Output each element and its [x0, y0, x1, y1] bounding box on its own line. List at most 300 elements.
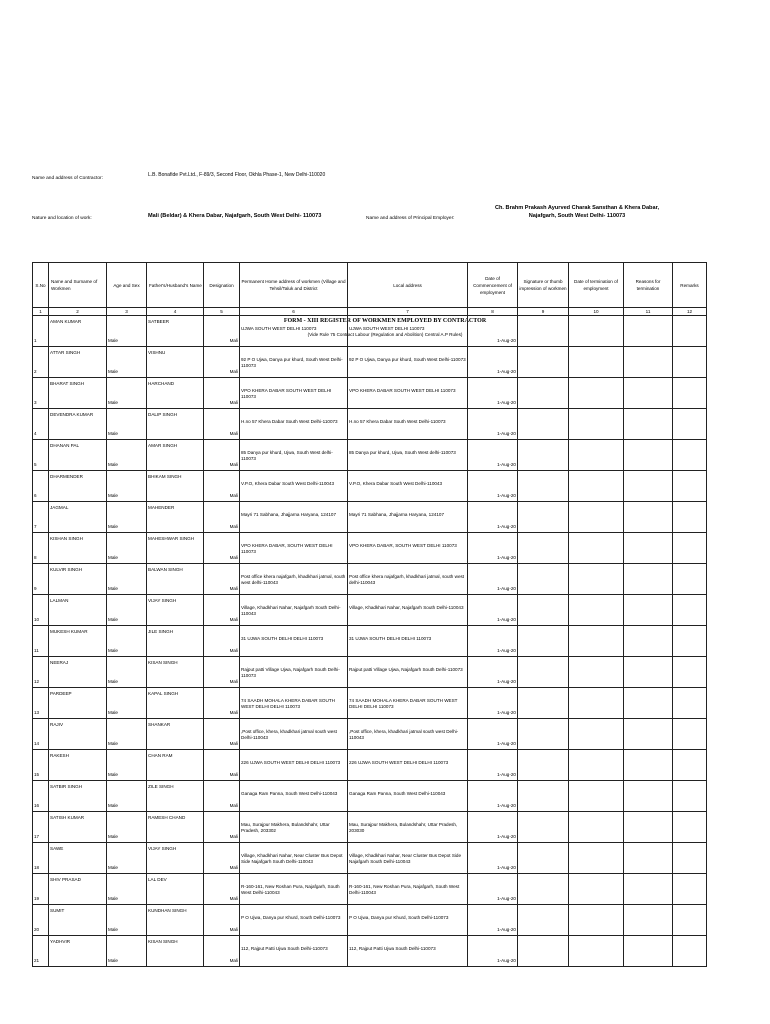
- sex: Male: [108, 772, 118, 777]
- sno: 1: [34, 338, 37, 343]
- remarks-cell: [673, 626, 707, 657]
- local-address-cell: [348, 688, 468, 719]
- name-cell: [49, 626, 107, 657]
- name-cell: [49, 905, 107, 936]
- permanent-address: R-160-161, New Roshan Pura, Najafgarh, South West Delhi-110043: [241, 884, 340, 895]
- termination-reason-cell: [624, 316, 673, 347]
- father-name: DALIP SINGH: [148, 412, 178, 417]
- father-cell: [147, 657, 204, 688]
- designation-cell: [204, 595, 240, 626]
- remarks-cell: [673, 874, 707, 905]
- designation: Mali: [229, 338, 238, 343]
- principal-employer-value: [470, 204, 684, 220]
- permanent-address-cell: [240, 688, 348, 719]
- commencement-date-cell: [468, 719, 518, 750]
- remarks-cell: [673, 471, 707, 502]
- principal-employer-line2: Najafgarh, South West Delhi- 110073: [528, 213, 626, 219]
- workman-name: DHANAN PAL: [50, 443, 80, 448]
- termination-date-cell: [569, 812, 624, 843]
- commencement-date: 1-Aug-20: [497, 679, 516, 684]
- local-address: 112, Rajput Patti Ujwa South Delhi-110073: [349, 946, 436, 951]
- local-address: P O Ujwa, Danya pur Khurd, South Delhi-110073: [349, 915, 449, 920]
- commencement-date: 1-Aug-20: [497, 710, 516, 715]
- workman-name: BHARAT SINGH: [50, 381, 85, 386]
- age-sex-cell: [107, 657, 147, 688]
- termination-date-cell: [569, 843, 624, 874]
- table-row: [33, 409, 707, 440]
- termination-reason-cell: [624, 440, 673, 471]
- age-sex-cell: [107, 781, 147, 812]
- name-cell: [49, 316, 107, 347]
- age-sex-cell: [107, 502, 147, 533]
- permanent-address: 112, Rajput Patti Ujwa South Delhi-110073: [241, 946, 328, 951]
- commencement-date-cell: [468, 409, 518, 440]
- workman-name: DHARMENDER: [50, 474, 83, 479]
- permanent-address: ,Post office, khera, khadkhari jatmal south west Delhi-110043: [241, 729, 337, 740]
- father-name: MAHESHWAR SINGH: [148, 536, 195, 541]
- table-row: [33, 843, 707, 874]
- name-cell: [49, 812, 107, 843]
- sno-cell: [33, 936, 49, 967]
- termination-reason-cell: [624, 688, 673, 719]
- name-cell: [49, 533, 107, 564]
- sno: 11: [34, 648, 39, 653]
- designation-cell: [204, 905, 240, 936]
- permanent-address: P O Ujwa, Danya pur Khurd, South Delhi-110073: [241, 915, 341, 920]
- sex: Male: [108, 338, 118, 343]
- table-row: [33, 347, 707, 378]
- termination-date-cell: [569, 471, 624, 502]
- designation-cell: [204, 843, 240, 874]
- signature-cell: [518, 409, 569, 440]
- age-sex-cell: [107, 936, 147, 967]
- permanent-address-cell: [240, 719, 348, 750]
- father-name: BHIKAM SINGH: [148, 474, 182, 479]
- termination-date-cell: [569, 502, 624, 533]
- remarks-cell: [673, 781, 707, 812]
- permanent-address: 74 SAADH MOHALA KHERA DABAR SOUTH WEST DELHI DELHI 110073: [241, 698, 335, 709]
- permanent-address-cell: [240, 843, 348, 874]
- commencement-date-cell: [468, 626, 518, 657]
- designation: Mali: [229, 555, 238, 560]
- father-name: SHANKAR: [148, 722, 171, 727]
- designation-cell: [204, 409, 240, 440]
- designation: Mali: [229, 803, 238, 808]
- sno: 20: [34, 927, 40, 932]
- father-cell: [147, 347, 204, 378]
- permanent-address: UJWA SOUTH WEST DELHI 110073: [241, 326, 317, 331]
- sex: Male: [108, 431, 118, 436]
- father-cell: [147, 502, 204, 533]
- sno: 7: [34, 524, 37, 529]
- sex: Male: [108, 958, 118, 963]
- sex: Male: [108, 865, 118, 870]
- designation: Mali: [229, 958, 238, 963]
- workman-name: SUMIT: [50, 908, 65, 913]
- termination-date-cell: [569, 564, 624, 595]
- termination-reason-cell: [624, 719, 673, 750]
- table-row: [33, 378, 707, 409]
- form-title: FORM - XIII REGISTER OF WORKMEN EMPLOYED BY CONTRACTOR: [283, 318, 487, 324]
- sno: 2: [34, 369, 37, 374]
- local-address-cell: [348, 905, 468, 936]
- commencement-date: 1-Aug-20: [497, 555, 516, 560]
- sno: 4: [34, 431, 37, 436]
- father-cell: [147, 626, 204, 657]
- commencement-date: 1-Aug-20: [497, 865, 516, 870]
- col-number: 7: [348, 308, 468, 316]
- name-cell: [49, 936, 107, 967]
- sno-cell: [33, 502, 49, 533]
- permanent-address: 92 P O Ujwa, Danya pur khurd, South West Delhi-110073: [241, 357, 343, 368]
- commencement-date-cell: [468, 595, 518, 626]
- designation-cell: [204, 719, 240, 750]
- father-name: AMAR SINGH: [148, 443, 178, 448]
- termination-reason-cell: [624, 657, 673, 688]
- local-address-cell: [348, 409, 468, 440]
- col-header-termination-reason: Reasons for termination: [624, 263, 673, 308]
- termination-reason-cell: [624, 409, 673, 440]
- permanent-address: V.P.O, Khera Dabar South West Delhi-110043: [241, 481, 335, 486]
- sno-cell: [33, 440, 49, 471]
- commencement-date-cell: [468, 440, 518, 471]
- father-name: VIJAY SINGH: [148, 846, 177, 851]
- sno: 15: [34, 772, 40, 777]
- designation: Mali: [229, 741, 238, 746]
- permanent-address: 85 Danya pur khurd, Ujwa, South West delhi-110073: [241, 450, 333, 461]
- name-cell: [49, 564, 107, 595]
- termination-reason-cell: [624, 595, 673, 626]
- sex: Male: [108, 400, 118, 405]
- signature-cell: [518, 905, 569, 936]
- designation: Mali: [229, 431, 238, 436]
- sex: Male: [108, 834, 118, 839]
- permanent-address: 31 UJWA SOUTH DELHI DELHI 110073: [241, 636, 324, 641]
- local-address-cell: [348, 874, 468, 905]
- table-row: [33, 502, 707, 533]
- signature-cell: [518, 936, 569, 967]
- termination-date-cell: [569, 626, 624, 657]
- workman-name: MUKESH KUMAR: [50, 629, 88, 634]
- col-number: 10: [569, 308, 624, 316]
- father-name: VISHNU: [148, 350, 166, 355]
- termination-reason-cell: [624, 564, 673, 595]
- sno-cell: [33, 874, 49, 905]
- col-header-local-address: Local address: [348, 263, 468, 308]
- col-number: 5: [204, 308, 240, 316]
- designation-cell: [204, 316, 240, 347]
- father-cell: [147, 688, 204, 719]
- local-address-cell: [348, 750, 468, 781]
- remarks-cell: [673, 905, 707, 936]
- designation: Mali: [229, 400, 238, 405]
- commencement-date: 1-Aug-20: [497, 493, 516, 498]
- permanent-address: Rajput patti Village Ujwa, Najafgarh South Delhi-110073: [241, 667, 340, 678]
- age-sex-cell: [107, 316, 147, 347]
- local-address-cell: [348, 347, 468, 378]
- sno: 5: [34, 462, 37, 467]
- signature-cell: [518, 440, 569, 471]
- permanent-address: VPO KHERA DABAR, SOUTH WEST DELHI 110073: [241, 543, 333, 554]
- local-address: Rajput patti Village Ujwa, Najafgarh South Delhi-110073: [349, 667, 463, 672]
- designation: Mali: [229, 462, 238, 467]
- commencement-date: 1-Aug-20: [497, 648, 516, 653]
- table-row: [33, 626, 707, 657]
- commencement-date: 1-Aug-20: [497, 400, 516, 405]
- permanent-address: Village, Khadkhari Nahar, Near Cluster Bus Depot Side Najafgarh South Delhi-110043: [241, 853, 343, 864]
- commencement-date-cell: [468, 905, 518, 936]
- permanent-address: Ganaga Ram Panna, South West Delhi-110043: [241, 791, 338, 796]
- termination-reason-cell: [624, 533, 673, 564]
- age-sex-cell: [107, 378, 147, 409]
- sno-cell: [33, 533, 49, 564]
- commencement-date-cell: [468, 316, 518, 347]
- sno: 21: [34, 958, 40, 963]
- sex: Male: [108, 927, 118, 932]
- sex: Male: [108, 586, 118, 591]
- name-cell: [49, 843, 107, 874]
- local-address: Mayri 71 Sabhana, Jhajjarna Haryana, 124107: [349, 512, 444, 517]
- designation: Mali: [229, 586, 238, 591]
- commencement-date-cell: [468, 657, 518, 688]
- age-sex-cell: [107, 626, 147, 657]
- sno-cell: [33, 316, 49, 347]
- sex: Male: [108, 493, 118, 498]
- local-address-cell: [348, 564, 468, 595]
- local-address-cell: [348, 657, 468, 688]
- workman-name: LALMAN: [50, 598, 69, 603]
- designation-cell: [204, 471, 240, 502]
- father-name: LAL DEV: [148, 877, 167, 882]
- col-number: 3: [107, 308, 147, 316]
- termination-reason-cell: [624, 874, 673, 905]
- work-value: Mali (Beldar) & Khera Dabar, Najafgarh, South West Delhi- 110073: [148, 213, 322, 219]
- designation: Mali: [229, 524, 238, 529]
- col-number: 11: [624, 308, 673, 316]
- sno-cell: [33, 750, 49, 781]
- column-number-row: [33, 308, 707, 316]
- sno: 10: [34, 617, 40, 622]
- age-sex-cell: [107, 812, 147, 843]
- father-cell: [147, 471, 204, 502]
- workman-name: AMAN KUMAR: [50, 319, 82, 324]
- col-header-sno: S.No: [33, 263, 49, 308]
- remarks-cell: [673, 378, 707, 409]
- termination-date-cell: [569, 905, 624, 936]
- father-name: JILE SINGH: [148, 629, 174, 634]
- commencement-date: 1-Aug-20: [497, 834, 516, 839]
- father-name: RAMESH CHAND: [148, 815, 186, 820]
- name-cell: [49, 440, 107, 471]
- termination-reason-cell: [624, 812, 673, 843]
- father-name: KISAN SINGH: [148, 660, 178, 665]
- form-subtitle: (Vide Rule 75 Contract Labour (Regulation and Abolition) Central A.P Rules): [307, 332, 463, 337]
- col-header-termination-date: Date of termination of employment: [569, 263, 624, 308]
- local-address: H.no 57 Khera Dabar South West Delhi-110073: [349, 419, 446, 424]
- commencement-date-cell: [468, 781, 518, 812]
- local-address: R-160-161, New Roshan Pura, Najafgarh, South West Delhi-110043: [349, 884, 460, 895]
- father-cell: [147, 316, 204, 347]
- table-row: [33, 750, 707, 781]
- sno-cell: [33, 564, 49, 595]
- col-header-name: Name and Surname of Workmen: [49, 263, 107, 308]
- remarks-cell: [673, 688, 707, 719]
- permanent-address-cell: [240, 564, 348, 595]
- sno: 6: [34, 493, 37, 498]
- sex: Male: [108, 803, 118, 808]
- col-number: 9: [518, 308, 569, 316]
- permanent-address: Mau, Surajpur Makhera, Bulandshahr, Uttar Pradesh, 203302: [241, 822, 330, 833]
- commencement-date: 1-Aug-20: [497, 896, 516, 901]
- workman-name: SAWE: [50, 846, 64, 851]
- local-address: VPO KHERA DABAR, SOUTH WEST DELHI 110073: [349, 543, 457, 548]
- termination-reason-cell: [624, 936, 673, 967]
- name-cell: [49, 874, 107, 905]
- termination-date-cell: [569, 936, 624, 967]
- commencement-date: 1-Aug-20: [497, 524, 516, 529]
- name-cell: [49, 688, 107, 719]
- termination-date-cell: [569, 440, 624, 471]
- commencement-date: 1-Aug-20: [497, 586, 516, 591]
- permanent-address: 226 UJWA SOUTH WEST DELHI DELHI 110073: [241, 760, 341, 765]
- age-sex-cell: [107, 688, 147, 719]
- age-sex-cell: [107, 905, 147, 936]
- commencement-date-cell: [468, 502, 518, 533]
- designation-cell: [204, 781, 240, 812]
- designation-cell: [204, 936, 240, 967]
- local-address: 74 SAADH MOHALA KHERA DABAR SOUTH WEST DELHI DELHI 110073: [349, 698, 458, 709]
- termination-date-cell: [569, 409, 624, 440]
- table-row: [33, 316, 707, 347]
- permanent-address-cell: [240, 750, 348, 781]
- local-address: Village, Khadkhari Nahar, Near Cluster Bus Depot Side Najafgarh South Delhi-110043: [349, 853, 462, 864]
- permanent-address: Village, Khadkhari Nahar, Najafgarh South Delhi-110043: [241, 605, 341, 616]
- father-cell: [147, 750, 204, 781]
- designation: Mali: [229, 493, 238, 498]
- father-name: ZILE SINGH: [148, 784, 174, 789]
- local-address-cell: [348, 440, 468, 471]
- signature-cell: [518, 471, 569, 502]
- sno-cell: [33, 347, 49, 378]
- sno: 18: [34, 865, 40, 870]
- remarks-cell: [673, 936, 707, 967]
- sno: 8: [34, 555, 37, 560]
- termination-date-cell: [569, 781, 624, 812]
- designation: Mali: [229, 369, 238, 374]
- father-name: KUNDHAN SINGH: [148, 908, 187, 913]
- commencement-date: 1-Aug-20: [497, 617, 516, 622]
- age-sex-cell: [107, 409, 147, 440]
- designation-cell: [204, 440, 240, 471]
- commencement-date: 1-Aug-20: [497, 369, 516, 374]
- sex: Male: [108, 710, 118, 715]
- principal-employer-line1: Ch. Brahm Prakash Ayurved Charak Sansthan & Khera Dabar,: [494, 205, 660, 211]
- father-cell: [147, 409, 204, 440]
- sno-cell: [33, 378, 49, 409]
- table-row: [33, 688, 707, 719]
- sex: Male: [108, 369, 118, 374]
- local-address-cell: [348, 719, 468, 750]
- table-row: [33, 781, 707, 812]
- sex: Male: [108, 648, 118, 653]
- principal-employer-label: Name and address of Principal Employer:: [366, 216, 455, 221]
- name-cell: [49, 781, 107, 812]
- name-cell: [49, 502, 107, 533]
- termination-reason-cell: [624, 502, 673, 533]
- col-number: 8: [468, 308, 518, 316]
- name-cell: [49, 657, 107, 688]
- workman-name: KISHAN SINGH: [50, 536, 83, 541]
- designation: Mali: [229, 772, 238, 777]
- workman-name: RAJIV: [50, 722, 64, 727]
- sno-cell: [33, 409, 49, 440]
- designation: Mali: [229, 927, 238, 932]
- permanent-address-cell: [240, 316, 348, 347]
- local-address: Ganaga Ram Panna, South West Delhi-110043: [349, 791, 446, 796]
- designation: Mali: [229, 648, 238, 653]
- table-row: [33, 905, 707, 936]
- father-name: SATBEER: [148, 319, 170, 324]
- permanent-address-cell: [240, 595, 348, 626]
- father-cell: [147, 595, 204, 626]
- commencement-date: 1-Aug-20: [497, 338, 516, 343]
- col-number: 6: [240, 308, 348, 316]
- name-cell: [49, 595, 107, 626]
- permanent-address-cell: [240, 812, 348, 843]
- local-address: 226 UJWA SOUTH WEST DELHI DELHI 110073: [349, 760, 449, 765]
- designation-cell: [204, 874, 240, 905]
- age-sex-cell: [107, 595, 147, 626]
- local-address: Post office khera najafgarh, khadkhari jatmal, south west delhi-110043: [349, 574, 465, 585]
- sno: 17: [34, 834, 40, 839]
- col-header-permanent-address: Permanent Home address of workmen (Village and Tehsil/Taluk and District: [240, 263, 348, 308]
- col-number: 12: [673, 308, 707, 316]
- local-address-cell: [348, 595, 468, 626]
- commencement-date-cell: [468, 812, 518, 843]
- contractor-value: L.B. Bonafide Pvt.Ltd., F-89/3, Second Floor, Okhla Phase-1, New Delhi-110020: [148, 172, 326, 178]
- termination-date-cell: [569, 347, 624, 378]
- local-address-cell: [348, 378, 468, 409]
- sno-cell: [33, 471, 49, 502]
- age-sex-cell: [107, 874, 147, 905]
- designation-cell: [204, 688, 240, 719]
- termination-date-cell: [569, 316, 624, 347]
- workman-name: YADHVIR: [50, 939, 71, 944]
- termination-date-cell: [569, 719, 624, 750]
- local-address-cell: [348, 626, 468, 657]
- termination-reason-cell: [624, 905, 673, 936]
- sno-cell: [33, 626, 49, 657]
- workman-name: SHIV PRASAD: [50, 877, 81, 882]
- father-name: BALWAN SINGH: [148, 567, 183, 572]
- commencement-date-cell: [468, 533, 518, 564]
- designation-cell: [204, 378, 240, 409]
- table-row: [33, 564, 707, 595]
- sex: Male: [108, 462, 118, 467]
- termination-reason-cell: [624, 471, 673, 502]
- termination-reason-cell: [624, 347, 673, 378]
- age-sex-cell: [107, 719, 147, 750]
- workman-name: KULVIR SINGH: [50, 567, 83, 572]
- local-address-cell: [348, 781, 468, 812]
- permanent-address: VPO KHERA DABAR SOUTH WEST DELHI 110073: [241, 388, 332, 399]
- workman-name: JAGMAL: [50, 505, 69, 510]
- table-row: [33, 657, 707, 688]
- col-header-remarks: Remarks: [673, 263, 707, 308]
- local-address-cell: [348, 812, 468, 843]
- permanent-address-cell: [240, 347, 348, 378]
- name-cell: [49, 719, 107, 750]
